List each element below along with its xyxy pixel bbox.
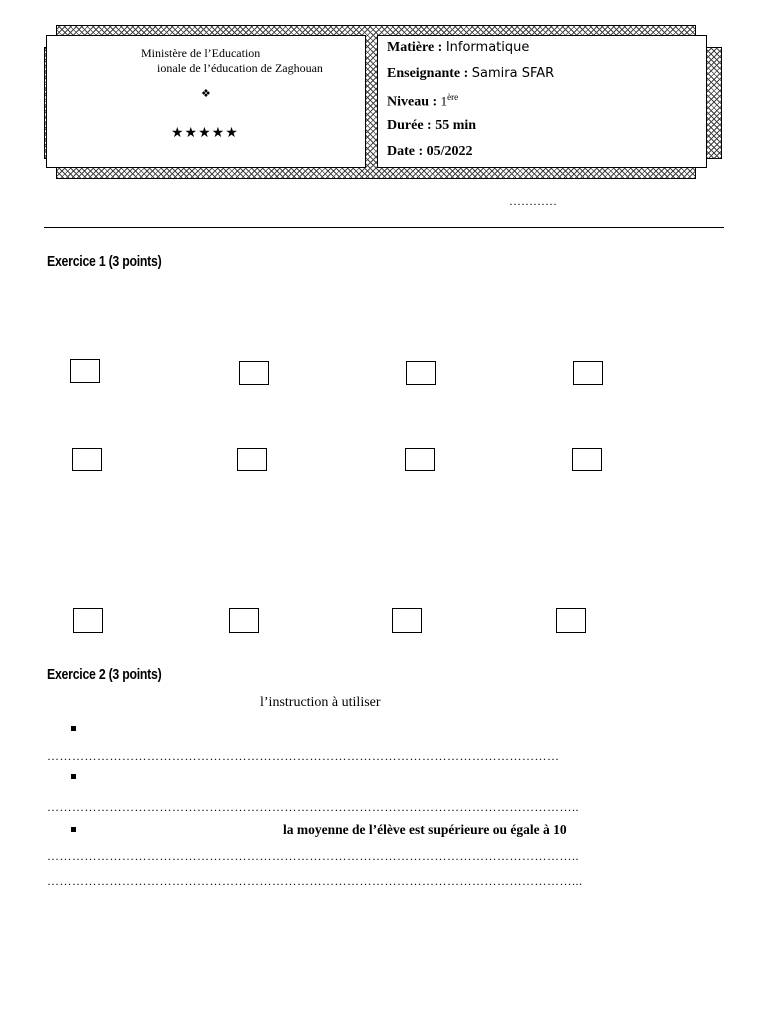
- bullet-icon: [71, 774, 76, 779]
- ministry-line: Ministère de l’Education: [141, 46, 261, 60]
- date-label: Date :: [387, 144, 424, 159]
- checkbox[interactable]: [572, 448, 602, 471]
- duration-line: [387, 118, 476, 134]
- subject-value: Informatique: [445, 40, 530, 55]
- header-frame-right-tab: [706, 47, 722, 159]
- checkbox[interactable]: [73, 608, 103, 633]
- exercise2-title: Exercice 2 (3 points): [47, 666, 162, 683]
- level-line: [387, 92, 458, 111]
- teacher-line: [387, 66, 554, 82]
- ornament-icon: ❖: [201, 88, 211, 100]
- checkbox[interactable]: [70, 359, 100, 383]
- separator-line: [44, 227, 724, 228]
- date-value: 05/2022: [426, 144, 473, 159]
- exercise2-instruction: l’instruction à utiliser: [260, 695, 381, 710]
- bullet-icon: [71, 827, 76, 832]
- header-left-box: [46, 35, 366, 168]
- answer-dots[interactable]: ………………………………………………………………………………………………………………...: [47, 874, 583, 888]
- duration-label: Durée :: [387, 118, 432, 133]
- exercise1-title: Exercice 1 (3 points): [47, 253, 162, 270]
- date-line: [387, 144, 473, 160]
- level-sup: ère: [447, 92, 459, 102]
- answer-dots[interactable]: ………………………………………………………………………………………………………………..: [47, 849, 579, 863]
- checkbox[interactable]: [72, 448, 102, 471]
- exercise2-condition: la moyenne de l’élève est supérieure ou égale à 10: [283, 822, 567, 837]
- level-value: 1: [440, 93, 448, 109]
- header-right-box: [377, 35, 707, 168]
- checkbox[interactable]: [573, 361, 603, 385]
- checkbox[interactable]: [392, 608, 422, 633]
- teacher-value: Samira SFAR: [471, 66, 555, 81]
- checkbox[interactable]: [229, 608, 259, 633]
- bullet-icon: [71, 726, 76, 731]
- answer-dots[interactable]: ………………………………………………………………………………………………………………..: [47, 800, 579, 814]
- checkbox[interactable]: [239, 361, 269, 385]
- checkbox[interactable]: [556, 608, 586, 633]
- name-dots: …………: [509, 194, 557, 208]
- checkbox[interactable]: [406, 361, 436, 385]
- stars-rating: ★★★★★: [171, 126, 239, 141]
- subject-line: [387, 40, 529, 56]
- direction-line: ionale de l’éducation de Zaghouan: [157, 61, 323, 75]
- duration-value: 55 min: [435, 118, 477, 133]
- subject-label: Matière :: [387, 40, 443, 55]
- teacher-label: Enseignante :: [387, 66, 469, 81]
- answer-dots[interactable]: ……………………………………………………………………………………………………………: [47, 749, 560, 763]
- checkbox[interactable]: [237, 448, 267, 471]
- level-label: Niveau :: [387, 94, 438, 110]
- checkbox[interactable]: [405, 448, 435, 471]
